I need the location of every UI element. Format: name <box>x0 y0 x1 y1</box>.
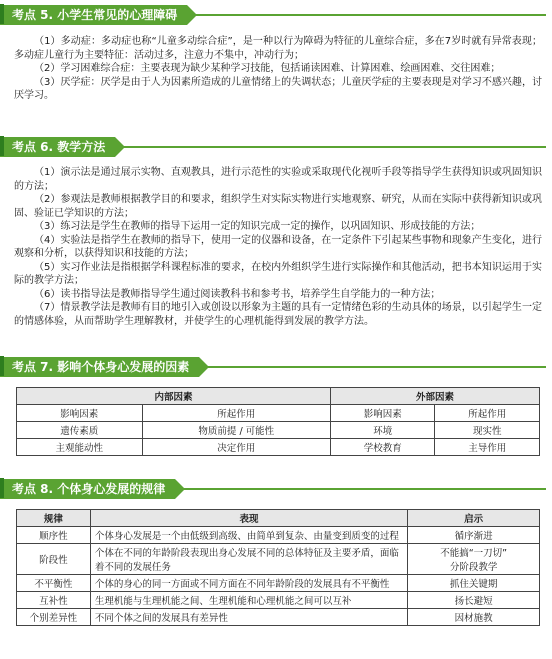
paragraph: （6）读书指导法是教师指导学生通过阅读教科书和参考书，培养学生自学能力的一种方法； <box>34 288 441 300</box>
table-cell: 现实性 <box>435 422 540 439</box>
table-cell: 主观能动性 <box>17 439 143 456</box>
table-cell: 生理机能与生理机能之间、生理机能和心理机能之间可以互补 <box>90 592 407 609</box>
section-8 <box>0 478 552 626</box>
paragraph: （3）厌学症：厌学是由于人为因素所造成的儿童情绪上的失调状态；儿童厌学症的主要表现是对学习不感兴趣，讨厌学习。 <box>14 76 542 101</box>
table-row <box>17 544 540 575</box>
paragraph: （7）情景教学法是教师有目的地引入或创设以形象为主题的具有一定情绪色彩的生动具体的场景，以引起学生一定的情感体验，从而帮助学生理解教材，并使学生的心理机能得到发展的教学方法。 <box>14 302 542 327</box>
table-header-row <box>17 510 540 527</box>
table-cell: 循序渐进 <box>408 527 540 544</box>
table-row <box>17 527 540 544</box>
table-cell: 顺序性 <box>17 527 91 544</box>
group-external-header: 外部因素 <box>330 388 539 405</box>
section-7-title: 考点 7. 影响个体身心发展的因素 <box>0 357 199 377</box>
section-5-body <box>0 35 552 103</box>
table-cell: 因材施教 <box>408 609 540 626</box>
paragraph: （2）参观法是教师根据教学目的和要求，组织学生对实际实物进行实地观察、研究，从而在实际中获得新知识或巩固、验证已学知识的方法； <box>14 194 542 219</box>
table-cell: 遗传素质 <box>17 422 143 439</box>
section-5-title: 考点 5. 小学生常见的心理障碍 <box>0 5 187 25</box>
paragraph: （2）学习困难综合症：主要表现为缺少某种学习技能，包括诵读困难、计算困难、绘画困难、交往困难； <box>34 63 501 74</box>
paragraph: （4）实验法是指学生在教师的指导下，使用一定的仪器和设备，在一定条件下引起某些事物和现象产生变化，进行观察和分析，以获得知识和技能的方法； <box>14 234 542 259</box>
section-6-body <box>0 166 552 328</box>
section-6-title: 考点 6. 教学方法 <box>0 137 115 157</box>
section-6 <box>0 136 552 328</box>
table-cell: 个体在不同的年龄阶段表现出身心发展不同的总体特征及主要矛盾，面临着不同的发展任务 <box>90 544 407 575</box>
table-cell: 影响因素 <box>17 405 143 422</box>
section-8-title: 考点 8. 个体身心发展的规律 <box>0 479 175 499</box>
section-7-header <box>0 356 552 378</box>
table-row <box>17 575 540 592</box>
section-5 <box>0 4 552 103</box>
column-header: 启示 <box>408 510 540 527</box>
table-row <box>17 422 540 439</box>
header-accent-bar <box>0 4 4 24</box>
column-header: 规律 <box>17 510 91 527</box>
table-cell: 抓住关键期 <box>408 575 540 592</box>
paragraph: （1）演示法是通过展示实物、直观教具，进行示范性的实验或采取现代化视听手段等指导学生获得知识或巩固知识的方法； <box>14 167 542 192</box>
section-7 <box>0 356 552 456</box>
table-cell: 物质前提 / 可能性 <box>142 422 330 439</box>
factors-table <box>16 387 540 456</box>
table-cell: 阶段性 <box>17 544 91 575</box>
table-row <box>17 405 540 422</box>
header-accent-bar <box>0 356 4 376</box>
table-cell: 个体身心发展是一个由低级到高级、由简单到复杂、由量变到质变的过程 <box>90 527 407 544</box>
section-8-header <box>0 478 552 500</box>
paragraph: （5）实习作业法是指根据学科课程标准的要求，在校内外组织学生进行实际操作和其他活动，把书本知识运用于实际的教学方法； <box>14 261 542 286</box>
header-accent-bar <box>0 136 4 156</box>
header-accent-bar <box>0 478 4 498</box>
column-header: 表现 <box>90 510 407 527</box>
table-cell: 不同个体之间的发展具有差异性 <box>90 609 407 626</box>
table-cell: 环境 <box>330 422 435 439</box>
table-row <box>17 592 540 609</box>
table-cell: 不能搞“一刀切” 分阶段教学 <box>408 544 540 575</box>
table-cell: 互补性 <box>17 592 91 609</box>
table-cell: 扬长避短 <box>408 592 540 609</box>
table-cell: 主导作用 <box>435 439 540 456</box>
paragraph: （3）练习法是学生在教师的指导下运用一定的知识完成一定的操作，以巩固知识、形成技能的方法； <box>34 221 481 232</box>
development-laws-table <box>16 509 540 626</box>
section-6-header <box>0 136 552 158</box>
table-cell: 个体的身心的同一方面或不同方面在不同年龄阶段的发展具有不平衡性 <box>90 575 407 592</box>
group-internal-header: 内部因素 <box>17 388 331 405</box>
table-cell: 所起作用 <box>142 405 330 422</box>
table-cell: 影响因素 <box>330 405 435 422</box>
table-cell: 学校教育 <box>330 439 435 456</box>
table-cell: 所起作用 <box>435 405 540 422</box>
table-cell: 决定作用 <box>142 439 330 456</box>
paragraph: （1）多动症：多动症也称“儿童多动综合症”，是一种以行为障碍为特征的儿童综合症，多在7岁时就有异常表现；多动症儿童行为主要特征：活动过多，注意力不集中，冲动行为； <box>14 36 542 61</box>
section-5-header <box>0 4 552 26</box>
table-cell: 个别差异性 <box>17 609 91 626</box>
table-row <box>17 609 540 626</box>
table-row <box>17 388 540 405</box>
table-cell: 不平衡性 <box>17 575 91 592</box>
table-row <box>17 439 540 456</box>
